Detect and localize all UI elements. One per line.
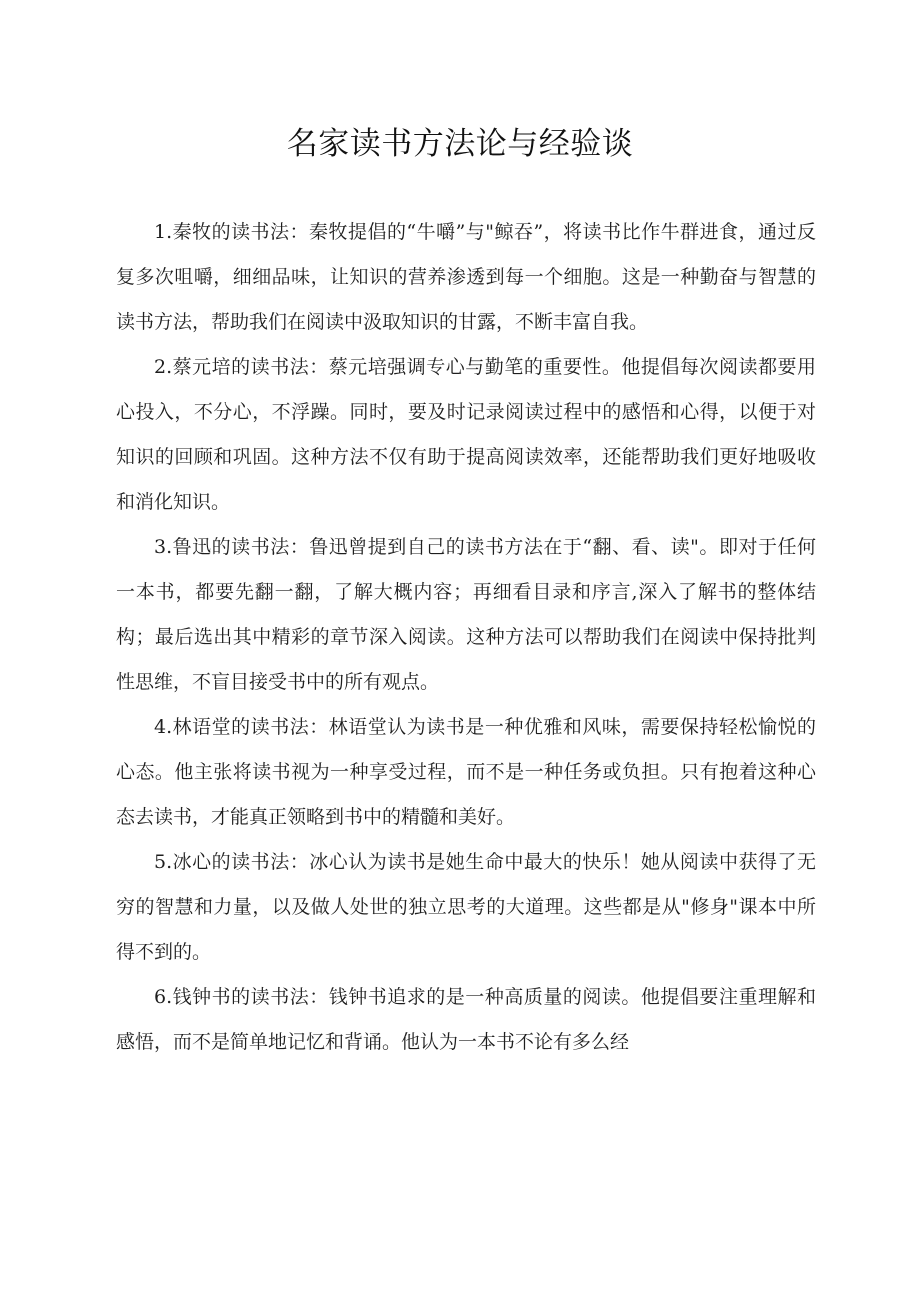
paragraph-caiyuanpei: 2.蔡元培的读书法：蔡元培强调专心与勤笔的重要性。他提倡每次阅读都要用心投入，不分心，不浮躁。同时，要及时记录阅读过程中的感悟和心得，以便于对知识的回顾和巩固。这种方法不仅有助于提高阅读效率，还能帮助我们更好地吸收和消化知识。	[116, 356, 816, 513]
paragraph-qinmu: 1.秦牧的读书法：秦牧提倡的“牛嚼”与"鲸吞”，将读书比作牛群进食，通过反复多次咀嚼，细细品味，让知识的营养渗透到每一个细胞。这是一种勤奋与智慧的读书方法，帮助我们在阅读中汲取知识的甘露，不断丰富自我。	[116, 221, 816, 333]
document-title: 名家读书方法论与经验谈	[286, 126, 634, 162]
paragraph-luxun: 3.鲁迅的读书法：鲁迅曾提到自己的读书方法在于“翻、看、读"。即对于任何一本书，都要先翻一翻，了解大概内容；再细看目录和序言,深入了解书的整体结构；最后选出其中精彩的章节深入阅读。这种方法可以帮助我们在阅读中保持批判性思维，不盲目接受书中的所有观点。	[116, 536, 816, 693]
paragraph-bingxin: 5.冰心的读书法：冰心认为读书是她生命中最大的快乐！她从阅读中获得了无穷的智慧和力量，以及做人处世的独立思考的大道理。这些都是从"修身"课本中所得不到的。	[116, 851, 816, 963]
paragraph-qianzhongshu: 6.钱钟书的读书法：钱钟书追求的是一种高质量的阅读。他提倡要注重理解和感悟，而不是简单地记忆和背诵。他认为一本书不论有多么经	[116, 986, 816, 1053]
paragraph-linyutang: 4.林语堂的读书法：林语堂认为读书是一种优雅和风味，需要保持轻松愉悦的心态。他主张将读书视为一种享受过程，而不是一种任务或负担。只有抱着这种心态去读书，才能真正领略到书中的精髓和美好。	[116, 716, 816, 828]
document-body	[116, 210, 816, 1065]
